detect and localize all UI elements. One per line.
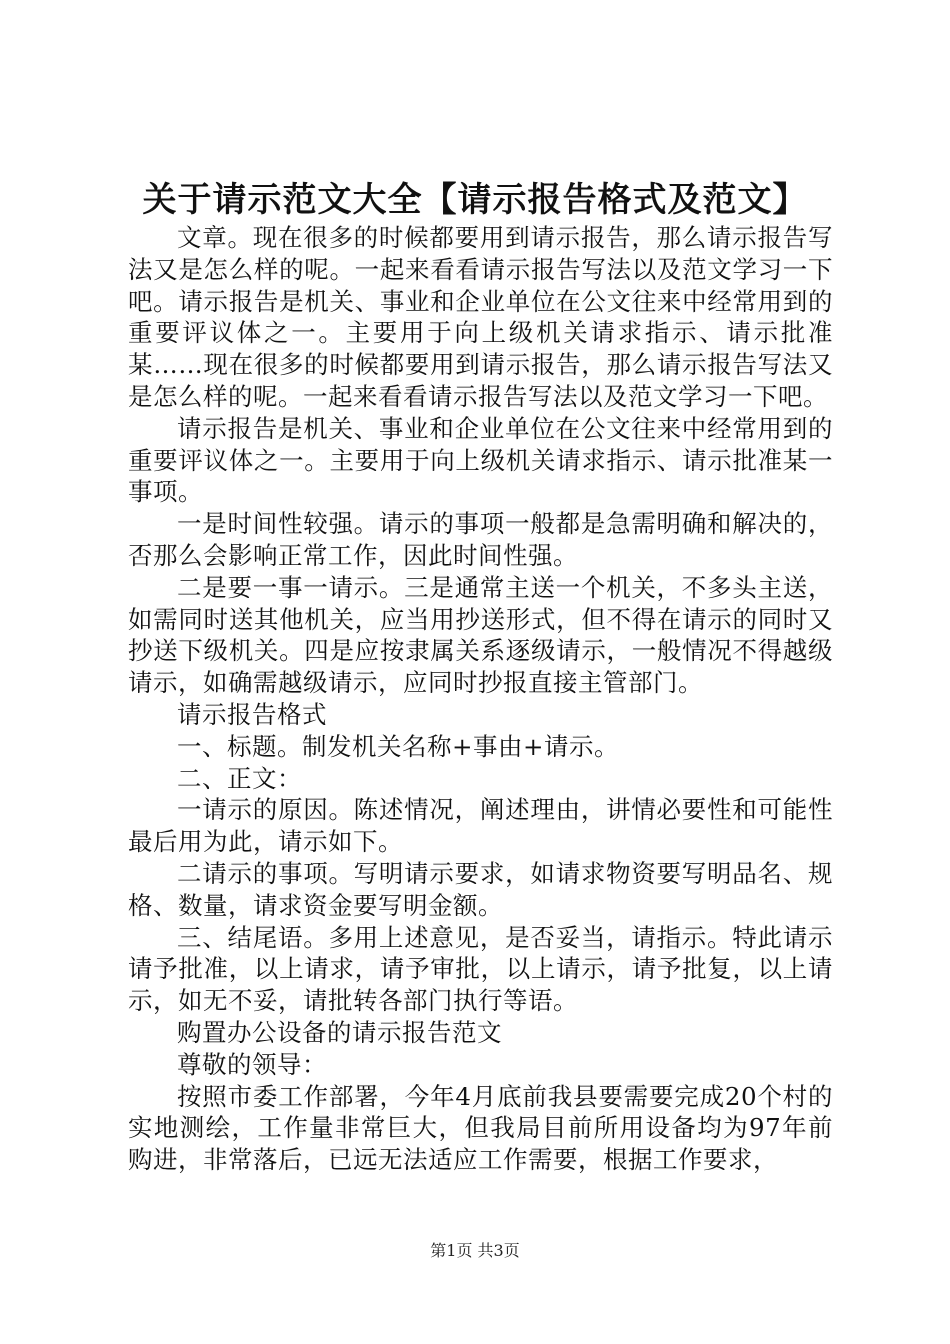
paragraph: 三、结尾语。多用上述意见，是否妥当，请指示。特此请示请予批准，以上请求，请予审批，以上请示，请予批复，以上请示，如无不妥，请批转各部门执行等语。 [128,922,833,1016]
paragraph: 请示报告是机关、事业和企业单位在公文往来中经常用到的重要评议体之一。主要用于向上级机关请求指示、请示批准某一事项。 [128,413,833,507]
section-heading: 请示报告格式 [177,699,327,729]
document-title: 关于请示范文大全【请示报告格式及范文】 [142,180,808,220]
paragraph: 一、标题。制发机关名称+事由+请示。 [177,731,620,761]
paragraph: 文章。现在很多的时候都要用到请示报告，那么请示报告写法又是怎么样的呢。一起来看看请示报告写法以及范文学习一下吧。请示报告是机关、事业和企业单位在公文往来中经常用到的重要评议体之一。主要用于向上级机关请求指示、请示批准某……现在很多的时候都要用到请示报告，那么请示报告写法又是怎么样的呢。一起来看看请示报告写法以及范文学习一下吧。 [128,223,833,411]
paragraph: 一请示的原因。陈述情况，阐述理由，讲情必要性和可能性最后用为此，请示如下。 [128,795,833,857]
paragraph: 一是时间性较强。请示的事项一般都是急需明确和解决的，否那么会影响正常工作，因此时间性强。 [128,509,833,570]
paragraph: 按照市委工作部署，今年4月底前我县要需要完成20个村的实地测绘，工作量非常巨大，但我局目前所用设备均为97年前购进，非常落后，已远无法适应工作需要，根据工作要求， [128,1081,833,1175]
document-body [128,222,833,1176]
salutation: 尊敬的领导： [177,1049,327,1079]
paragraph: 二请示的事项。写明请示要求，如请求物资要写明品名、规格、数量，请求资金要写明金额。 [128,858,833,920]
paragraph: 二是要一事一请示。三是通常主送一个机关，不多头主送，如需同时送其他机关，应当用抄送形式，但不得在请示的同时又抄送下级机关。四是应按隶属关系逐级请示，一般情况不得越级请示，如确需越级请示，应同时抄报直接主管部门。 [128,572,833,698]
page-footer: 第1页 共3页 [430,1241,520,1260]
paragraph: 二、正文： [177,763,302,793]
section-heading: 购置办公设备的请示报告范文 [177,1017,502,1047]
